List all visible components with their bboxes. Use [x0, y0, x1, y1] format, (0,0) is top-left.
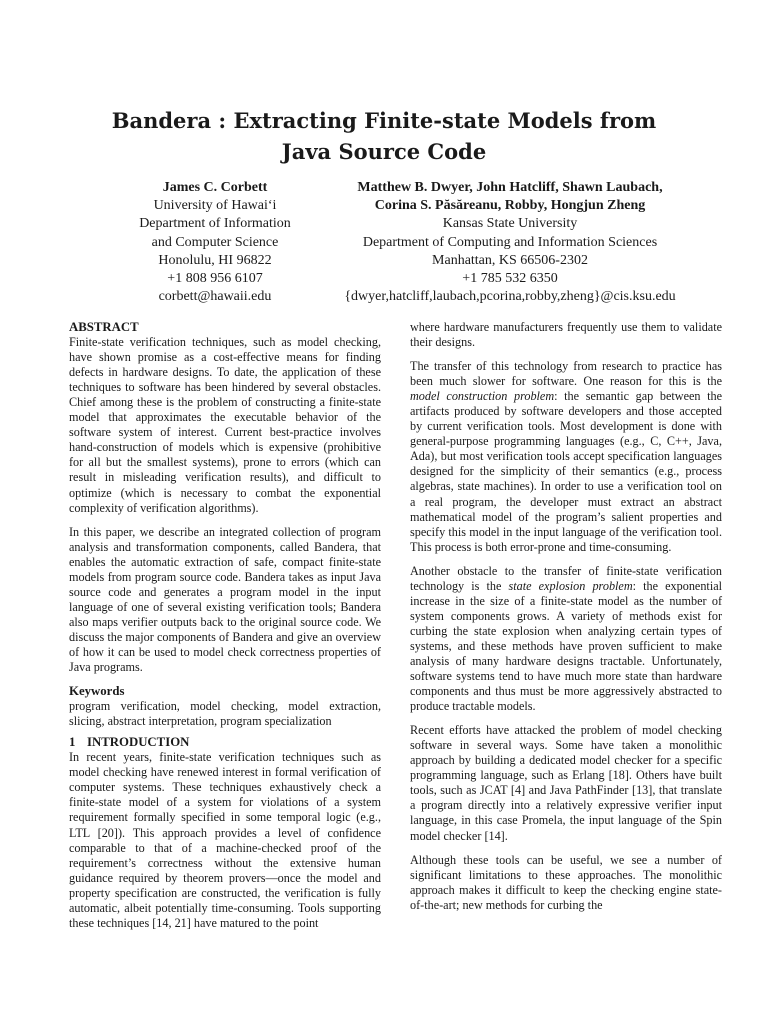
text-run: : the exponential increase in the size of a finite-state model as the number of system components grows. A variety of methods exist for curbing the state explosion when analyzing certain types of systems, and these methods have proven sufficient to make analysis of many hardware designs tractable. Unfortunately, software systems tend to have much more state than hardware components and thus must be more aggressively abstracted to produce tractable models.: [410, 578, 722, 714]
author-names-line-1: Matthew B. Dwyer, John Hatcliff, Shawn Laubach,: [357, 180, 663, 195]
emphasis-term: state explosion problem: [508, 578, 633, 593]
author-name: James C. Corbett: [162, 180, 268, 195]
section-number: 1: [69, 735, 76, 750]
author-affiliation-line: Department of Information: [139, 216, 291, 232]
right-column: [410, 320, 722, 922]
abstract-paragraph: Finite-state verification techniques, such as model checking, have shown promise as a cost-effective means for finding defects in hardware designs. To date, the application of these techniques to software has been hindered by several obstacles. Chief among these is the problem of constructing a finite-state model that approximates the executable behavior of the software system of interest. Current best-practice involves hand-construction of models which is expensive (prohibitive for all but the smallest systems), prone to errors (which can result in misleading verification results), and difficult to optimize (which is necessary to combat the exponential complexity of verification algorithms).: [69, 335, 381, 515]
title-line-1: Bandera : Extracting Finite-state Models from: [111, 108, 657, 133]
text-run: Another obstacle to the transfer of finite-state verification technology is the: [410, 563, 722, 593]
author-block-right: [300, 179, 720, 306]
author-affiliation-line: Manhattan, KS 66506-2302: [432, 252, 588, 268]
text-run: : the semantic gap between the artifacts produced by software developers and those accepted by current verification tools. Most development is done with general-purpose programming languages (e.g., C, C++, Java, Ada), but most verification tools accept specification languages designed for the simplicity of their semantics (e.g., process algebras, state machines). In order to use a verification tool on a real program, the developer must extract an abstract mathematical model of the program’s salient properties and specify this model in the input language of the verification tool. This process is both error-prone and time-consuming.: [410, 389, 722, 554]
keywords-heading: Keywords: [69, 684, 125, 699]
author-email: corbett@hawaii.edu: [158, 289, 272, 305]
body-paragraph: [410, 359, 722, 555]
author-affiliation-line: Kansas State University: [442, 216, 578, 232]
author-names-line-2: Corina S. Păsăreanu, Robby, Hongjun Zheng: [374, 198, 646, 214]
section-title: INTRODUCTION: [87, 735, 190, 750]
abstract-heading: ABSTRACT: [69, 320, 139, 334]
author-affiliation-line: Honolulu, HI 96822: [158, 252, 272, 268]
author-email: {dwyer,hatcliff,laubach,pcorina,robby,zheng}@cis.ksu.edu: [344, 289, 676, 305]
body-paragraph: In recent years, finite-state verification techniques such as model checking have renewed interest in formal verification of computer systems. These techniques exhaustively check a finite-state model of a system for violations of a system requirement formally specified in some temporal logic (e.g., LTL [20]). This approach provides a level of confidence comparable to that of a machine-checked proof of the requirement’s correctness without the extensive human guidance required by theorem provers—once the model and property specification are constructed, the verification is fully automatic, albeit potentially time-consuming. Tools supporting these techniques [14, 21] have matured to the point: [69, 750, 381, 930]
abstract-paragraph: In this paper, we describe an integrated collection of program analysis and transformation components, called Bandera, that enables the automatic extraction of safe, compact finite-state models from program source code. Bandera takes as input Java source code and generates a program model in the input language of one of several existing verification tools; Bandera also maps verifier outputs back to the original source code. We discuss the major components of Bandera and give an overview of how it can be used to model check correctness properties of Java programs.: [69, 524, 381, 675]
body-paragraph: where hardware manufacturers frequently use them to validate their designs.: [410, 320, 722, 350]
paper-title: [100, 105, 668, 167]
author-phone: +1 785 532 6350: [462, 271, 558, 287]
author-affiliation-line: and Computer Science: [151, 234, 279, 250]
left-column: [69, 320, 381, 940]
title-line-2: Java Source Code: [281, 139, 487, 164]
keywords-text: program verification, model checking, model extraction, slicing, abstract interpretation, program specialization: [69, 699, 381, 729]
body-paragraph: [410, 564, 722, 714]
author-affiliation-line: University of Hawai‘i: [153, 198, 277, 214]
body-paragraph: Although these tools can be useful, we see a number of significant limitations to these approaches. The monolithic approach makes it difficult to keep the checking engine state-of-the-art; new methods for curbing the: [410, 852, 722, 912]
text-run: The transfer of this technology from research to practice has been much slower for software. One reason for this is the: [410, 359, 722, 389]
body-paragraph: Recent efforts have attacked the problem of model checking software in several ways. Some have taken a monolithic approach by building a dedicated model checker for a specific programming language, such as Erlang [18]. Others have built tools, such as JCAT [4] and Java PathFinder [13], that translate a program directly into a relatively expressive verifier input language, in this case Promela, the input language of the Spin model checker [14].: [410, 723, 722, 843]
author-phone: +1 808 956 6107: [167, 271, 263, 287]
section-heading-introduction: [69, 735, 381, 750]
author-affiliation-line: Department of Computing and Information Sciences: [362, 234, 658, 250]
emphasis-term: model construction problem: [410, 389, 555, 404]
